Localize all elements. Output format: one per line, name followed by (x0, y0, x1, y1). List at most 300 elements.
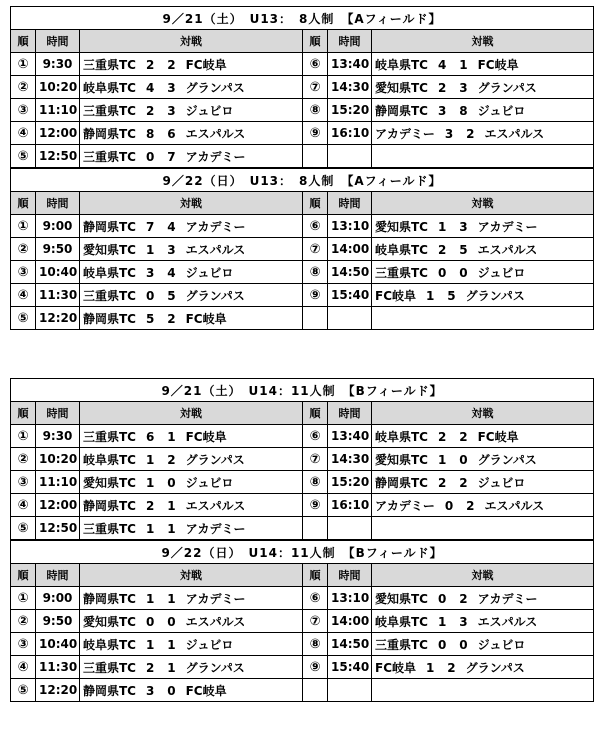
header-order: 順 (11, 192, 36, 215)
home-score: 0 (438, 591, 447, 606)
away-team: アカデミー (185, 149, 246, 164)
home-team: FC岐阜 (375, 660, 417, 675)
match-pairing (372, 587, 594, 610)
home-team: 三重県TC (83, 660, 136, 675)
match-time: 14:30 (328, 448, 372, 471)
match-pairing (372, 610, 594, 633)
match-row (11, 679, 594, 702)
match-pairing (80, 76, 303, 99)
home-score: 2 (146, 660, 155, 675)
away-team: グランパス (477, 452, 537, 467)
home-score: 0 (146, 149, 155, 164)
match-order: ② (11, 610, 36, 633)
match-row (11, 261, 594, 284)
match-pairing (80, 53, 303, 76)
match-time: 14:30 (328, 76, 372, 99)
away-score: 2 (459, 429, 468, 444)
away-team: ジュビロ (477, 637, 526, 652)
header-row (11, 192, 594, 215)
away-score: 2 (447, 660, 456, 675)
match-row (11, 610, 594, 633)
home-score: 2 (146, 103, 155, 118)
match-pairing (80, 679, 303, 702)
match-pairing (80, 238, 303, 261)
away-score: 2 (459, 475, 468, 490)
away-team: グランパス (465, 660, 525, 675)
match-order: ⑤ (11, 517, 36, 541)
empty-cell (328, 517, 372, 541)
match-time: 11:30 (36, 656, 80, 679)
match-row (11, 633, 594, 656)
away-team: アカデミー (185, 521, 246, 536)
match-time: 11:30 (36, 284, 80, 307)
match-time: 12:50 (36, 145, 80, 169)
home-score: 1 (146, 521, 155, 536)
empty-cell (328, 679, 372, 702)
away-team: エスパルス (185, 242, 246, 257)
header-order: 順 (11, 30, 36, 53)
match-pairing (372, 53, 594, 76)
match-row (11, 145, 594, 169)
match-pairing (80, 284, 303, 307)
match-time: 16:10 (328, 494, 372, 517)
away-team: ジュビロ (477, 475, 526, 490)
match-order: ① (11, 425, 36, 448)
home-score: 1 (438, 219, 447, 234)
match-order: ⑥ (303, 425, 328, 448)
home-team: 愛知県TC (375, 591, 428, 606)
match-row (11, 215, 594, 238)
match-pairing (80, 122, 303, 145)
away-score: 4 (167, 265, 176, 280)
match-time: 13:40 (328, 53, 372, 76)
home-team: 岐阜県TC (83, 637, 136, 652)
match-order: ⑤ (11, 145, 36, 169)
home-team: アカデミー (375, 126, 435, 141)
match-order: ④ (11, 122, 36, 145)
header-row (11, 30, 594, 53)
home-team: 静岡県TC (83, 219, 136, 234)
section-title: 9／21（土） U13： 8人制 【Aフィールド】 (11, 7, 594, 30)
match-pairing (80, 587, 303, 610)
home-team: 愛知県TC (83, 614, 136, 629)
away-team: ジュビロ (185, 475, 234, 490)
empty-cell (303, 517, 328, 541)
match-order: ④ (11, 656, 36, 679)
match-row (11, 307, 594, 330)
away-team: グランパス (185, 660, 245, 675)
match-time: 13:10 (328, 587, 372, 610)
match-pairing (372, 284, 594, 307)
away-team: ジュビロ (185, 265, 234, 280)
home-team: 三重県TC (83, 521, 136, 536)
home-score: 1 (438, 614, 447, 629)
away-team: グランパス (465, 288, 525, 303)
match-order: ① (11, 53, 36, 76)
match-pairing (80, 494, 303, 517)
away-score: 3 (459, 614, 468, 629)
empty-cell (328, 307, 372, 330)
home-score: 1 (426, 660, 435, 675)
home-team: 愛知県TC (375, 219, 428, 234)
header-match: 対戦 (80, 192, 303, 215)
u13-schedule-table (10, 6, 594, 330)
match-row (11, 53, 594, 76)
match-row (11, 122, 594, 145)
match-pairing (372, 425, 594, 448)
home-team: 三重県TC (375, 637, 428, 652)
home-score: 5 (146, 311, 155, 326)
match-order: ⑤ (11, 307, 36, 330)
match-time: 13:10 (328, 215, 372, 238)
away-team: FC岐阜 (477, 57, 519, 72)
home-team: 三重県TC (83, 288, 136, 303)
away-team: エスパルス (477, 614, 538, 629)
away-score: 1 (167, 637, 176, 652)
match-row (11, 76, 594, 99)
header-time: 時間 (328, 192, 372, 215)
match-time: 14:00 (328, 238, 372, 261)
section-title-row (11, 540, 594, 564)
away-score: 1 (167, 521, 176, 536)
home-score: 3 (146, 265, 155, 280)
home-score: 0 (444, 498, 454, 513)
match-order: ⑨ (303, 284, 328, 307)
away-score: 0 (167, 683, 176, 698)
home-team: 岐阜県TC (375, 429, 428, 444)
away-team: アカデミー (185, 219, 246, 234)
match-order: ③ (11, 261, 36, 284)
match-time: 12:20 (36, 679, 80, 702)
match-pairing (372, 448, 594, 471)
match-order: ⑧ (303, 261, 328, 284)
home-team: 岐阜県TC (83, 265, 136, 280)
away-score: 0 (459, 637, 468, 652)
home-score: 0 (438, 637, 447, 652)
home-team: 愛知県TC (83, 475, 136, 490)
match-time: 14:00 (328, 610, 372, 633)
match-pairing (80, 145, 303, 169)
home-team: 岐阜県TC (83, 80, 136, 95)
match-pairing (80, 517, 303, 541)
header-match: 対戦 (372, 30, 594, 53)
empty-cell (372, 679, 594, 702)
match-time: 9:00 (36, 587, 80, 610)
header-time: 時間 (328, 402, 372, 425)
match-row (11, 494, 594, 517)
match-pairing (372, 656, 594, 679)
match-time: 9:30 (36, 425, 80, 448)
match-time: 11:10 (36, 99, 80, 122)
match-time: 12:00 (36, 494, 80, 517)
away-team: エスパルス (484, 126, 545, 141)
match-order: ⑦ (303, 610, 328, 633)
match-time: 16:10 (328, 122, 372, 145)
home-score: 2 (438, 242, 447, 257)
match-order: ② (11, 238, 36, 261)
home-team: 岐阜県TC (375, 614, 428, 629)
home-team: 岐阜県TC (375, 242, 428, 257)
match-row (11, 284, 594, 307)
home-score: 2 (438, 80, 447, 95)
section-title-row (11, 7, 594, 30)
match-order: ⑦ (303, 238, 328, 261)
match-time: 12:20 (36, 307, 80, 330)
match-row (11, 517, 594, 541)
home-team: 静岡県TC (83, 683, 136, 698)
away-team: ジュビロ (477, 103, 526, 118)
match-pairing (372, 76, 594, 99)
u14-schedule-table (10, 378, 594, 702)
away-score: 1 (459, 57, 468, 72)
home-team: 三重県TC (375, 265, 428, 280)
match-pairing (372, 471, 594, 494)
header-time: 時間 (328, 564, 372, 587)
home-team: アカデミー (375, 498, 435, 513)
match-pairing (80, 215, 303, 238)
match-time: 14:50 (328, 261, 372, 284)
away-score: 2 (167, 57, 176, 72)
match-order: ⑨ (303, 494, 328, 517)
away-score: 3 (167, 242, 176, 257)
header-row (11, 564, 594, 587)
away-team: ジュビロ (185, 103, 234, 118)
away-score: 6 (167, 126, 176, 141)
away-score: 0 (167, 614, 176, 629)
match-row (11, 99, 594, 122)
home-score: 1 (438, 452, 447, 467)
match-pairing (80, 261, 303, 284)
home-team: 愛知県TC (375, 80, 428, 95)
away-team: FC岐阜 (185, 683, 227, 698)
match-row (11, 448, 594, 471)
match-pairing (372, 261, 594, 284)
section-title: 9／22（日） U13： 8人制 【Aフィールド】 (11, 168, 594, 192)
home-team: 三重県TC (83, 149, 136, 164)
away-score: 7 (167, 149, 176, 164)
home-team: 三重県TC (83, 103, 136, 118)
home-score: 7 (146, 219, 155, 234)
home-team: 静岡県TC (83, 126, 136, 141)
match-pairing (372, 633, 594, 656)
away-score: 4 (167, 219, 176, 234)
home-score: 1 (146, 637, 155, 652)
match-time: 11:10 (36, 471, 80, 494)
match-time: 9:50 (36, 610, 80, 633)
home-team: 愛知県TC (83, 242, 136, 257)
header-match: 対戦 (372, 402, 594, 425)
header-time: 時間 (328, 30, 372, 53)
home-team: 岐阜県TC (375, 57, 428, 72)
section-title-row (11, 168, 594, 192)
away-score: 5 (167, 288, 176, 303)
home-team: 岐阜県TC (83, 452, 136, 467)
header-match: 対戦 (80, 30, 303, 53)
header-order: 順 (303, 564, 328, 587)
home-team: 静岡県TC (83, 311, 136, 326)
home-score: 4 (438, 57, 447, 72)
away-team: アカデミー (185, 591, 246, 606)
match-pairing (372, 494, 594, 517)
away-score: 5 (447, 288, 456, 303)
match-time: 10:20 (36, 448, 80, 471)
match-order: ⑧ (303, 633, 328, 656)
match-order: ⑥ (303, 215, 328, 238)
header-time: 時間 (36, 30, 80, 53)
header-match: 対戦 (80, 564, 303, 587)
away-score: 1 (167, 591, 176, 606)
away-score: 2 (466, 498, 475, 513)
match-pairing (80, 610, 303, 633)
away-team: エスパルス (484, 498, 545, 513)
away-score: 2 (459, 591, 468, 606)
match-order: ⑥ (303, 53, 328, 76)
home-score: 1 (146, 475, 155, 490)
away-team: グランパス (185, 80, 245, 95)
match-order: ② (11, 448, 36, 471)
empty-cell (372, 145, 594, 169)
header-row (11, 402, 594, 425)
match-time: 10:20 (36, 76, 80, 99)
home-score: 3 (146, 683, 155, 698)
home-team: 静岡県TC (83, 591, 136, 606)
match-order: ⑤ (11, 679, 36, 702)
section-title: 9／21（土） U14：11人制 【Bフィールド】 (11, 379, 594, 402)
match-order: ③ (11, 471, 36, 494)
match-time: 15:40 (328, 284, 372, 307)
match-time: 9:00 (36, 215, 80, 238)
match-time: 10:40 (36, 261, 80, 284)
header-order: 順 (11, 564, 36, 587)
away-team: FC岐阜 (185, 311, 227, 326)
home-team: 愛知県TC (375, 452, 428, 467)
home-score: 1 (426, 288, 435, 303)
empty-cell (372, 307, 594, 330)
home-score: 3 (444, 126, 454, 141)
away-score: 3 (459, 219, 468, 234)
home-score: 0 (438, 265, 447, 280)
section-title-row (11, 379, 594, 402)
away-score: 0 (459, 452, 468, 467)
home-score: 2 (438, 475, 447, 490)
away-team: エスパルス (185, 126, 246, 141)
empty-cell (303, 679, 328, 702)
match-order: ③ (11, 633, 36, 656)
match-row (11, 425, 594, 448)
home-score: 2 (438, 429, 447, 444)
away-score: 0 (459, 265, 468, 280)
match-order: ⑦ (303, 448, 328, 471)
away-score: 8 (459, 103, 468, 118)
match-pairing (80, 99, 303, 122)
match-time: 9:50 (36, 238, 80, 261)
match-order: ④ (11, 284, 36, 307)
home-score: 3 (438, 103, 447, 118)
away-team: ジュビロ (477, 265, 526, 280)
match-pairing (80, 471, 303, 494)
header-time: 時間 (36, 192, 80, 215)
header-order: 順 (303, 192, 328, 215)
home-score: 1 (146, 591, 155, 606)
header-match: 対戦 (372, 564, 594, 587)
away-score: 3 (459, 80, 468, 95)
header-match: 対戦 (372, 192, 594, 215)
home-score: 4 (146, 80, 155, 95)
home-score: 0 (146, 614, 155, 629)
empty-cell (372, 517, 594, 541)
away-score: 3 (167, 80, 176, 95)
home-team: 三重県TC (83, 57, 136, 72)
match-order: ⑥ (303, 587, 328, 610)
home-score: 2 (146, 57, 155, 72)
match-row (11, 656, 594, 679)
match-order: ⑧ (303, 99, 328, 122)
away-team: アカデミー (477, 219, 538, 234)
away-team: FC岐阜 (185, 57, 227, 72)
match-time: 12:50 (36, 517, 80, 541)
match-time: 10:40 (36, 633, 80, 656)
match-row (11, 587, 594, 610)
away-score: 2 (167, 452, 176, 467)
away-score: 2 (466, 126, 475, 141)
home-team: 静岡県TC (83, 498, 136, 513)
home-score: 1 (146, 452, 155, 467)
away-team: エスパルス (185, 614, 246, 629)
section-block (11, 379, 594, 541)
header-match: 対戦 (80, 402, 303, 425)
section-block (11, 7, 594, 169)
away-score: 5 (459, 242, 468, 257)
match-pairing (80, 656, 303, 679)
away-team: ジュビロ (185, 637, 234, 652)
away-team: エスパルス (477, 242, 538, 257)
match-order: ⑨ (303, 656, 328, 679)
empty-cell (328, 145, 372, 169)
match-pairing (372, 238, 594, 261)
empty-cell (303, 145, 328, 169)
match-order: ⑧ (303, 471, 328, 494)
away-score: 0 (167, 475, 176, 490)
empty-cell (303, 307, 328, 330)
match-order: ① (11, 215, 36, 238)
section-block (11, 168, 594, 330)
away-score: 2 (167, 311, 176, 326)
match-order: ① (11, 587, 36, 610)
section-block (11, 540, 594, 702)
home-team: 静岡県TC (375, 475, 428, 490)
section-title: 9／22（日） U14：11人制 【Bフィールド】 (11, 540, 594, 564)
away-score: 1 (167, 498, 176, 513)
away-team: FC岐阜 (185, 429, 227, 444)
home-score: 0 (146, 288, 155, 303)
match-time: 14:50 (328, 633, 372, 656)
header-order: 順 (11, 402, 36, 425)
match-order: ③ (11, 99, 36, 122)
match-pairing (80, 633, 303, 656)
match-pairing (372, 122, 594, 145)
away-team: グランパス (185, 452, 245, 467)
away-score: 1 (167, 429, 176, 444)
match-order: ⑨ (303, 122, 328, 145)
match-order: ② (11, 76, 36, 99)
match-time: 13:40 (328, 425, 372, 448)
away-team: FC岐阜 (477, 429, 519, 444)
match-pairing (80, 448, 303, 471)
match-pairing (80, 425, 303, 448)
home-score: 6 (146, 429, 155, 444)
match-order: ④ (11, 494, 36, 517)
header-time: 時間 (36, 564, 80, 587)
